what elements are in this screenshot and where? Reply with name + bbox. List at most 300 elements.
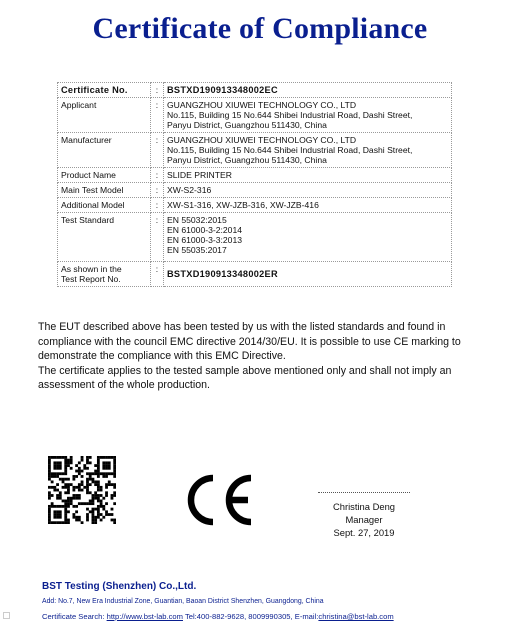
standard-line: EN 55035:2017 [167, 245, 227, 255]
qr-module [72, 516, 75, 519]
qr-module [113, 456, 116, 459]
signature-date: Sept. 27, 2019 [333, 527, 395, 538]
qr-module [100, 505, 103, 508]
qr-module [62, 480, 65, 483]
qr-module [53, 486, 56, 489]
qr-module [48, 491, 51, 494]
qr-module [67, 491, 70, 494]
qr-module [67, 505, 70, 508]
qr-module [81, 456, 84, 459]
standard-line: EN 61000-3-3:2013 [167, 235, 243, 245]
qr-module [64, 486, 67, 489]
footer-contact-line [42, 612, 394, 621]
qr-module [113, 494, 116, 497]
certificate-no-label: Certificate No. [58, 83, 151, 98]
qr-module [92, 516, 95, 519]
qr-module [97, 500, 100, 503]
qr-module [56, 467, 59, 470]
signature-block [300, 500, 428, 539]
qr-module [64, 464, 67, 467]
qr-module [111, 456, 114, 459]
qr-module [64, 513, 67, 516]
qr-module [105, 491, 108, 494]
qr-module [97, 508, 100, 511]
colon: : [151, 168, 164, 183]
qr-module [67, 497, 70, 500]
qr-module [105, 461, 108, 464]
qr-module [59, 456, 62, 459]
table-row [58, 198, 452, 213]
qr-module [86, 489, 89, 492]
qr-module [89, 472, 92, 475]
qr-module [70, 497, 73, 500]
qr-module [94, 508, 97, 511]
report-no-value: BSTXD190913348002ER [164, 262, 452, 287]
qr-module [72, 478, 75, 481]
qr-module [64, 456, 67, 459]
qr-module [51, 494, 54, 497]
certificate-info-table [57, 82, 452, 287]
qr-module [92, 497, 95, 500]
qr-module [51, 480, 54, 483]
qr-module [64, 516, 67, 519]
qr-module [78, 472, 81, 475]
qr-module [78, 486, 81, 489]
qr-module [94, 470, 97, 473]
qr-module [67, 483, 70, 486]
qr-module [86, 519, 89, 522]
footer-company-name: BST Testing (Shenzhen) Co.,Ltd. [42, 581, 197, 592]
qr-module [92, 480, 95, 483]
qr-module [83, 486, 86, 489]
qr-module [100, 519, 103, 522]
qr-module [70, 500, 73, 503]
qr-module [105, 494, 108, 497]
qr-module [105, 456, 108, 459]
qr-module [86, 516, 89, 519]
qr-module [59, 516, 62, 519]
qr-module [59, 510, 62, 513]
colon: : [151, 183, 164, 198]
qr-module [48, 497, 51, 500]
qr-module [97, 472, 100, 475]
qr-module [100, 494, 103, 497]
qr-module [51, 456, 54, 459]
qr-module [48, 516, 51, 519]
qr-module [97, 480, 100, 483]
qr-module [94, 521, 97, 524]
qr-module [102, 505, 105, 508]
table-row [58, 262, 452, 287]
qr-module [78, 494, 81, 497]
report-label [58, 262, 151, 287]
qr-module [86, 513, 89, 516]
qr-module [81, 475, 84, 478]
qr-module [78, 461, 81, 464]
qr-module [97, 489, 100, 492]
qr-module [92, 472, 95, 475]
table-row [58, 83, 452, 98]
qr-module [94, 491, 97, 494]
qr-module [97, 470, 100, 473]
qr-module [53, 521, 56, 524]
product-name-value: SLIDE PRINTER [164, 168, 452, 183]
qr-module [75, 470, 78, 473]
qr-module [86, 478, 89, 481]
qr-module [70, 459, 73, 462]
qr-module [111, 494, 114, 497]
qr-module [81, 480, 84, 483]
qr-module [53, 489, 56, 492]
statement-paragraph: The EUT described above has been tested by us with the listed standards and found in compliance with the council EMC directive 2014/30/EU. It is possible to use CE marking to demonstrate the compliance with this EMC Directive. [38, 321, 461, 363]
qr-module [81, 502, 84, 505]
qr-module [59, 464, 62, 467]
ce-mark [180, 470, 260, 535]
qr-module [53, 513, 56, 516]
colon: : [151, 83, 164, 98]
qr-module [48, 470, 51, 473]
qr-module [53, 505, 56, 508]
qr-module [62, 456, 65, 459]
qr-module [64, 505, 67, 508]
qr-module [105, 502, 108, 505]
manufacturer-line: No.115, Building 15 No.644 Shibei Industrial Road, Dashi Street, [167, 145, 413, 155]
qr-module [53, 475, 56, 478]
qr-module [48, 467, 51, 470]
qr-module [92, 494, 95, 497]
applicant-value [164, 98, 452, 133]
qr-module [67, 459, 70, 462]
qr-module [53, 461, 56, 464]
table-row [58, 133, 452, 168]
qr-module [70, 483, 73, 486]
qr-module [102, 475, 105, 478]
qr-module [86, 483, 89, 486]
qr-module [113, 502, 116, 505]
qr-module [81, 521, 84, 524]
qr-module [67, 461, 70, 464]
applicant-line: No.115, Building 15 No.644 Shibei Industrial Road, Dashi Street, [167, 110, 413, 120]
qr-module [56, 483, 59, 486]
qr-module [75, 516, 78, 519]
qr-module [78, 516, 81, 519]
qr-module [48, 478, 51, 481]
qr-module [59, 467, 62, 470]
qr-module [70, 461, 73, 464]
qr-module [48, 510, 51, 513]
qr-module [113, 483, 116, 486]
qr-code-graphic [48, 456, 116, 524]
qr-module [78, 483, 81, 486]
qr-module [59, 505, 62, 508]
qr-module [111, 508, 114, 511]
qr-module [48, 513, 51, 516]
qr-module [64, 500, 67, 503]
qr-module [86, 502, 89, 505]
qr-module [86, 461, 89, 464]
standard-line: EN 61000-3-2:2014 [167, 225, 243, 235]
qr-module [92, 508, 95, 511]
qr-module [81, 483, 84, 486]
qr-module [53, 516, 56, 519]
email-label: E-mail: [294, 612, 319, 621]
qr-module [100, 486, 103, 489]
qr-module [56, 497, 59, 500]
qr-module [113, 470, 116, 473]
telephone-text: Tel:400-882-9628, 8009990305, [184, 612, 293, 621]
qr-code [48, 456, 116, 529]
qr-module [94, 472, 97, 475]
qr-module [67, 510, 70, 513]
qr-module [97, 505, 100, 508]
qr-module [75, 464, 78, 467]
qr-module [97, 497, 100, 500]
qr-module [89, 456, 92, 459]
qr-module [113, 467, 116, 470]
qr-module [64, 502, 67, 505]
qr-module [92, 519, 95, 522]
product-name-label: Product Name [58, 168, 151, 183]
qr-module [53, 456, 56, 459]
qr-module [70, 467, 73, 470]
signatory-name: Christina Deng [332, 501, 395, 512]
qr-module [100, 513, 103, 516]
qr-module [102, 508, 105, 511]
qr-module [97, 510, 100, 513]
qr-module [59, 491, 62, 494]
qr-module [78, 489, 81, 492]
qr-module [83, 502, 86, 505]
qr-module [64, 478, 67, 481]
qr-module [48, 521, 51, 524]
qr-module [94, 480, 97, 483]
qr-module [97, 486, 100, 489]
qr-module [89, 461, 92, 464]
qr-module [59, 521, 62, 524]
qr-module [48, 508, 51, 511]
qr-module [105, 486, 108, 489]
qr-module [81, 459, 84, 462]
qr-module [102, 456, 105, 459]
qr-module [97, 467, 100, 470]
test-standard-value [164, 213, 452, 262]
qr-module [100, 500, 103, 503]
qr-module [113, 521, 116, 524]
qr-module [62, 472, 65, 475]
qr-module [70, 502, 73, 505]
qr-module [67, 489, 70, 492]
qr-module [105, 510, 108, 513]
qr-module [51, 505, 54, 508]
qr-module [92, 502, 95, 505]
qr-module [108, 483, 111, 486]
website-link[interactable]: http://www.bst-lab.com [106, 612, 183, 621]
qr-module [51, 521, 54, 524]
qr-module [89, 475, 92, 478]
qr-module [100, 472, 103, 475]
qr-module [113, 486, 116, 489]
applicant-line: GUANGZHOU XIUWEI TECHNOLOGY CO., LTD [167, 100, 357, 110]
table-row [58, 168, 452, 183]
compliance-statement [38, 320, 478, 393]
qr-module [67, 464, 70, 467]
main-test-model-value: XW-S2-316 [164, 183, 452, 198]
qr-module [113, 491, 116, 494]
qr-module [48, 464, 51, 467]
qr-module [72, 513, 75, 516]
qr-module [97, 475, 100, 478]
qr-module [48, 519, 51, 522]
colon: : [151, 198, 164, 213]
qr-module [108, 456, 111, 459]
qr-module [83, 464, 86, 467]
qr-module [100, 489, 103, 492]
colon: : [151, 213, 164, 262]
qr-module [78, 519, 81, 522]
qr-module [89, 502, 92, 505]
qr-module [64, 459, 67, 462]
qr-module [64, 483, 67, 486]
qr-module [48, 456, 51, 459]
qr-module [97, 513, 100, 516]
qr-module [56, 510, 59, 513]
manufacturer-line: GUANGZHOU XIUWEI TECHNOLOGY CO., LTD [167, 135, 357, 145]
qr-module [86, 456, 89, 459]
qr-module [64, 508, 67, 511]
qr-module [51, 472, 54, 475]
qr-module [105, 475, 108, 478]
page-mark [3, 612, 10, 619]
colon: : [151, 98, 164, 133]
qr-module [62, 521, 65, 524]
qr-module [56, 461, 59, 464]
qr-module [75, 505, 78, 508]
qr-module [78, 497, 81, 500]
qr-module [56, 475, 59, 478]
qr-module [105, 513, 108, 516]
qr-module [78, 470, 81, 473]
qr-module [53, 472, 56, 475]
qr-module [75, 519, 78, 522]
qr-module [81, 489, 84, 492]
qr-module [56, 472, 59, 475]
qr-module [94, 494, 97, 497]
qr-module [86, 467, 89, 470]
qr-module [113, 464, 116, 467]
applicant-label: Applicant [58, 98, 151, 133]
qr-module [94, 516, 97, 519]
qr-module [78, 467, 81, 470]
qr-module [64, 472, 67, 475]
qr-module [48, 472, 51, 475]
qr-module [94, 497, 97, 500]
qr-module [59, 513, 62, 516]
test-standard-label: Test Standard [58, 213, 151, 262]
colon: : [151, 133, 164, 168]
qr-module [64, 510, 67, 513]
qr-module [56, 456, 59, 459]
qr-module [89, 478, 92, 481]
qr-module [108, 472, 111, 475]
qr-module [97, 516, 100, 519]
qr-module [100, 456, 103, 459]
qr-module [56, 489, 59, 492]
table-row [58, 213, 452, 262]
qr-module [59, 461, 62, 464]
report-label-line: As shown in the [61, 264, 122, 274]
qr-module [75, 486, 78, 489]
qr-module [59, 494, 62, 497]
qr-module [72, 475, 75, 478]
qr-module [59, 472, 62, 475]
additional-model-label: Additional Model [58, 198, 151, 213]
qr-module [67, 519, 70, 522]
email-link[interactable]: christina@bst-lab.com [318, 612, 394, 621]
qr-module [113, 461, 116, 464]
qr-module [94, 464, 97, 467]
qr-module [59, 497, 62, 500]
qr-module [86, 480, 89, 483]
qr-module [51, 475, 54, 478]
qr-module [97, 456, 100, 459]
qr-module [111, 483, 114, 486]
qr-module [86, 508, 89, 511]
qr-module [48, 486, 51, 489]
qr-module [51, 502, 54, 505]
qr-module [86, 459, 89, 462]
qr-module [89, 491, 92, 494]
qr-module [108, 461, 111, 464]
qr-module [48, 494, 51, 497]
qr-module [86, 486, 89, 489]
table-row [58, 183, 452, 198]
qr-module [56, 513, 59, 516]
qr-module [97, 464, 100, 467]
statement-paragraph: The certificate applies to the tested sample above mentioned only and shall not imply an assessment of the whole production. [38, 364, 452, 392]
qr-module [51, 486, 54, 489]
qr-module [48, 505, 51, 508]
qr-module [53, 464, 56, 467]
qr-module [75, 475, 78, 478]
qr-module [67, 486, 70, 489]
qr-module [64, 467, 67, 470]
qr-module [92, 500, 95, 503]
qr-module [113, 519, 116, 522]
standard-line: EN 55032:2015 [167, 215, 227, 225]
ce-mark-icon [180, 470, 260, 530]
qr-module [113, 472, 116, 475]
certificate-search-label: Certificate Search: [42, 612, 105, 621]
qr-module [97, 494, 100, 497]
qr-module [92, 510, 95, 513]
qr-module [53, 510, 56, 513]
qr-module [111, 472, 114, 475]
table-row [58, 98, 452, 133]
qr-module [64, 470, 67, 473]
qr-module [75, 510, 78, 513]
qr-module [108, 467, 111, 470]
manufacturer-label: Manufacturer [58, 133, 151, 168]
qr-module [53, 467, 56, 470]
qr-module [102, 472, 105, 475]
qr-module [48, 475, 51, 478]
qr-module [94, 483, 97, 486]
qr-module [64, 519, 67, 522]
qr-module [105, 467, 108, 470]
qr-module [81, 470, 84, 473]
qr-module [67, 521, 70, 524]
qr-module [64, 491, 67, 494]
